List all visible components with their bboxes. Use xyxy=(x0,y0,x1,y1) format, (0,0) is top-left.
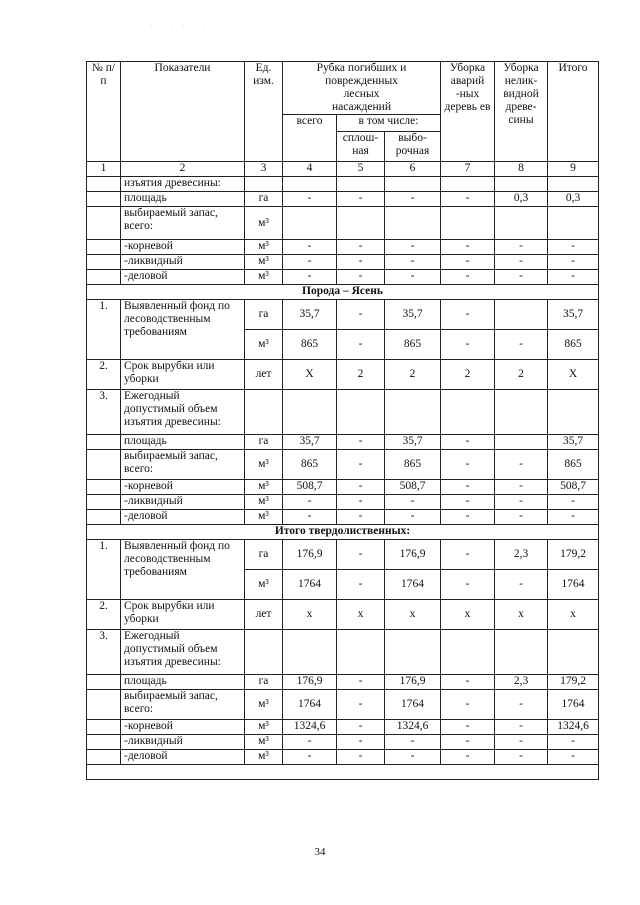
value-cell: - xyxy=(548,510,599,525)
value-cell: - xyxy=(283,192,337,207)
value-cell: - xyxy=(495,570,548,600)
value-cell: - xyxy=(495,270,548,285)
row-unit: м³ xyxy=(245,495,283,510)
empty-cell xyxy=(283,390,337,435)
value-cell: - xyxy=(441,540,495,570)
row-number xyxy=(87,207,121,240)
value-cell: х xyxy=(283,600,337,630)
value-cell xyxy=(337,177,385,192)
value-cell: - xyxy=(283,270,337,285)
value-cell: 35,7 xyxy=(283,435,337,450)
value-cell xyxy=(495,435,548,450)
value-cell: - xyxy=(441,300,495,330)
empty-cell xyxy=(441,390,495,435)
value-cell: 1764 xyxy=(385,690,441,720)
row-number xyxy=(87,255,121,270)
value-cell: - xyxy=(283,750,337,765)
value-cell: - xyxy=(495,480,548,495)
value-cell: - xyxy=(495,255,548,270)
value-cell: 508,7 xyxy=(283,480,337,495)
empty-cell xyxy=(87,765,599,780)
value-cell: - xyxy=(337,192,385,207)
row-unit: м³ xyxy=(245,735,283,750)
section-title-row xyxy=(87,525,599,540)
value-cell: - xyxy=(337,300,385,330)
row-label: -корневой xyxy=(121,720,245,735)
column-number: 6 xyxy=(385,162,441,177)
page-number: 34 xyxy=(314,846,326,858)
row-unit: м³ xyxy=(245,255,283,270)
row-unit: га xyxy=(245,300,283,330)
table-row xyxy=(87,192,599,207)
empty-cell xyxy=(245,390,283,435)
table-row xyxy=(87,675,599,690)
value-cell: - xyxy=(337,480,385,495)
row-number xyxy=(87,735,121,750)
value-cell: - xyxy=(337,570,385,600)
table-row xyxy=(87,690,599,720)
table-row xyxy=(87,177,599,192)
row-unit: м³ xyxy=(245,450,283,480)
empty-cell xyxy=(283,630,337,675)
value-cell xyxy=(441,177,495,192)
row-label: -корневой xyxy=(121,480,245,495)
value-cell: 2,3 xyxy=(495,540,548,570)
value-cell: - xyxy=(441,255,495,270)
value-cell: - xyxy=(441,495,495,510)
empty-cell xyxy=(385,390,441,435)
value-cell: 865 xyxy=(548,450,599,480)
column-number: 3 xyxy=(245,162,283,177)
value-cell: 35,7 xyxy=(548,435,599,450)
table-row xyxy=(87,510,599,525)
table-row xyxy=(87,255,599,270)
table-body xyxy=(87,62,599,780)
value-cell: 179,2 xyxy=(548,675,599,690)
value-cell: 2 xyxy=(337,360,385,390)
row-number xyxy=(87,240,121,255)
row-unit: м³ xyxy=(245,240,283,255)
value-cell: - xyxy=(441,330,495,360)
value-cell xyxy=(495,207,548,240)
table-row xyxy=(87,360,599,390)
empty-cell xyxy=(337,390,385,435)
value-cell: - xyxy=(385,192,441,207)
value-cell: - xyxy=(283,495,337,510)
column-number-row xyxy=(87,162,599,177)
value-cell: - xyxy=(441,750,495,765)
row-unit: га xyxy=(245,435,283,450)
value-cell: 176,9 xyxy=(385,540,441,570)
value-cell: - xyxy=(441,510,495,525)
table-row xyxy=(87,480,599,495)
value-cell: - xyxy=(495,240,548,255)
row-label: Срок вырубки или уборки xyxy=(121,600,245,630)
row-label: выбираемый запас, всего: xyxy=(121,207,245,240)
row-number xyxy=(87,750,121,765)
value-cell: 865 xyxy=(548,330,599,360)
row-number xyxy=(87,675,121,690)
value-cell: - xyxy=(441,570,495,600)
header-felling: Рубка погибших и поврежденных лесных насаждений xyxy=(283,62,441,115)
row-number: 3. xyxy=(87,630,121,675)
value-cell xyxy=(283,177,337,192)
header-num: № п/п xyxy=(87,62,121,162)
value-cell: - xyxy=(337,435,385,450)
value-cell: х xyxy=(548,600,599,630)
header-total-felling: всего xyxy=(283,115,337,162)
table-row xyxy=(87,600,599,630)
value-cell xyxy=(495,177,548,192)
value-cell: 2 xyxy=(441,360,495,390)
empty-cell xyxy=(495,630,548,675)
column-number: 4 xyxy=(283,162,337,177)
row-unit: лет xyxy=(245,600,283,630)
column-number: 9 xyxy=(548,162,599,177)
value-cell: - xyxy=(385,270,441,285)
value-cell: - xyxy=(283,240,337,255)
column-number: 1 xyxy=(87,162,121,177)
value-cell: - xyxy=(441,720,495,735)
value-cell xyxy=(283,207,337,240)
table-row xyxy=(87,630,599,675)
row-number xyxy=(87,177,121,192)
value-cell: 1764 xyxy=(548,690,599,720)
table-row xyxy=(87,435,599,450)
value-cell: - xyxy=(495,720,548,735)
value-cell: 1764 xyxy=(385,570,441,600)
row-number xyxy=(87,450,121,480)
row-number xyxy=(87,192,121,207)
value-cell: - xyxy=(337,540,385,570)
row-label: выбираемый запас, всего: xyxy=(121,690,245,720)
value-cell: х xyxy=(337,600,385,630)
value-cell: 176,9 xyxy=(385,675,441,690)
row-label: выбираемый запас, всего: xyxy=(121,450,245,480)
value-cell: 0,3 xyxy=(495,192,548,207)
value-cell: 179,2 xyxy=(548,540,599,570)
value-cell xyxy=(548,177,599,192)
value-cell xyxy=(441,207,495,240)
value-cell: 508,7 xyxy=(385,480,441,495)
value-cell: - xyxy=(548,495,599,510)
value-cell: - xyxy=(495,450,548,480)
table-row xyxy=(87,390,599,435)
empty-cell xyxy=(337,630,385,675)
value-cell: - xyxy=(337,510,385,525)
header-clear: сплош- ная xyxy=(337,132,385,162)
row-number xyxy=(87,270,121,285)
row-number: 2. xyxy=(87,600,121,630)
header-illiquid: Уборка нелик- видной древе- сины xyxy=(495,62,548,162)
row-unit: м³ xyxy=(245,330,283,360)
value-cell: 35,7 xyxy=(385,435,441,450)
value-cell: - xyxy=(337,330,385,360)
row-number xyxy=(87,495,121,510)
value-cell: х xyxy=(385,600,441,630)
row-label: -корневой xyxy=(121,240,245,255)
value-cell xyxy=(385,177,441,192)
table-row xyxy=(87,735,599,750)
column-number: 2 xyxy=(121,162,245,177)
value-cell: - xyxy=(441,435,495,450)
column-number: 5 xyxy=(337,162,385,177)
section-title: Итого твердолиственных: xyxy=(87,525,599,540)
value-cell: 1764 xyxy=(548,570,599,600)
value-cell: 176,9 xyxy=(283,675,337,690)
row-label: площадь xyxy=(121,435,245,450)
value-cell: - xyxy=(548,255,599,270)
row-unit: м³ xyxy=(245,207,283,240)
empty-cell xyxy=(245,630,283,675)
table-row xyxy=(87,300,599,330)
row-unit: м³ xyxy=(245,570,283,600)
value-cell: - xyxy=(495,735,548,750)
value-cell: - xyxy=(337,495,385,510)
value-cell: 1324,6 xyxy=(548,720,599,735)
value-cell: - xyxy=(441,480,495,495)
value-cell: 865 xyxy=(283,450,337,480)
value-cell: - xyxy=(337,270,385,285)
empty-cell xyxy=(548,630,599,675)
value-cell: - xyxy=(337,240,385,255)
value-cell: - xyxy=(495,495,548,510)
value-cell: - xyxy=(337,675,385,690)
value-cell: - xyxy=(441,735,495,750)
empty-cell xyxy=(385,630,441,675)
value-cell: 35,7 xyxy=(548,300,599,330)
row-label: -деловой xyxy=(121,270,245,285)
value-cell: - xyxy=(495,750,548,765)
value-cell: - xyxy=(548,750,599,765)
header-itogo: Итого xyxy=(548,62,599,162)
row-label: Ежегодный допустимый объем изъятия древесины: xyxy=(121,390,245,435)
value-cell: 35,7 xyxy=(385,300,441,330)
row-label: -ликвидный xyxy=(121,255,245,270)
value-cell: - xyxy=(283,255,337,270)
table-row xyxy=(87,240,599,255)
scan-specks: · · · · · · xyxy=(150,22,209,31)
row-label: Выявленный фонд по лесоводственным требованиям xyxy=(121,300,245,360)
value-cell: - xyxy=(337,735,385,750)
value-cell xyxy=(495,300,548,330)
empty-cell xyxy=(495,390,548,435)
value-cell: - xyxy=(337,690,385,720)
row-number: 3. xyxy=(87,390,121,435)
value-cell: - xyxy=(385,750,441,765)
row-unit: лет xyxy=(245,360,283,390)
value-cell: 508,7 xyxy=(548,480,599,495)
value-cell: - xyxy=(495,330,548,360)
value-cell: 2,3 xyxy=(495,675,548,690)
value-cell: - xyxy=(441,675,495,690)
value-cell: - xyxy=(385,735,441,750)
row-unit: м³ xyxy=(245,720,283,735)
row-label: -деловой xyxy=(121,750,245,765)
value-cell: 1764 xyxy=(283,570,337,600)
empty-cell xyxy=(441,630,495,675)
value-cell: - xyxy=(385,495,441,510)
header-selective: выбо- рочная xyxy=(385,132,441,162)
row-label: площадь xyxy=(121,192,245,207)
value-cell: - xyxy=(385,255,441,270)
value-cell: - xyxy=(283,510,337,525)
value-cell: 2 xyxy=(385,360,441,390)
table-row xyxy=(87,450,599,480)
row-number xyxy=(87,720,121,735)
row-unit: м³ xyxy=(245,510,283,525)
table-row xyxy=(87,495,599,510)
row-label: изъятия древесины: xyxy=(121,177,245,192)
row-unit: м³ xyxy=(245,750,283,765)
row-number xyxy=(87,690,121,720)
table-row xyxy=(87,207,599,240)
value-cell: - xyxy=(337,255,385,270)
value-cell: - xyxy=(385,510,441,525)
value-cell: - xyxy=(495,690,548,720)
value-cell: - xyxy=(495,510,548,525)
row-number xyxy=(87,480,121,495)
value-cell xyxy=(548,207,599,240)
value-cell: 1764 xyxy=(283,690,337,720)
header-incl: в том числе: xyxy=(337,115,441,132)
value-cell: - xyxy=(385,240,441,255)
row-label: Ежегодный допустимый объем изъятия древесины: xyxy=(121,630,245,675)
row-label: -ликвидный xyxy=(121,735,245,750)
row-label: -ликвидный xyxy=(121,495,245,510)
value-cell: х xyxy=(441,600,495,630)
row-number: 1. xyxy=(87,540,121,600)
value-cell: - xyxy=(283,735,337,750)
empty-cell xyxy=(548,390,599,435)
column-number: 7 xyxy=(441,162,495,177)
value-cell: 1324,6 xyxy=(283,720,337,735)
value-cell: 35,7 xyxy=(283,300,337,330)
value-cell: 0,3 xyxy=(548,192,599,207)
value-cell: - xyxy=(441,192,495,207)
header-unit: Ед. изм. xyxy=(245,62,283,162)
table-row xyxy=(87,720,599,735)
felling-table xyxy=(86,61,599,780)
row-number: 2. xyxy=(87,360,121,390)
table-row xyxy=(87,270,599,285)
value-cell: 865 xyxy=(385,330,441,360)
row-unit xyxy=(245,177,283,192)
table-row xyxy=(87,750,599,765)
row-unit: м³ xyxy=(245,690,283,720)
value-cell: 176,9 xyxy=(283,540,337,570)
value-cell: - xyxy=(337,450,385,480)
value-cell xyxy=(337,207,385,240)
value-cell: - xyxy=(548,270,599,285)
value-cell: - xyxy=(548,735,599,750)
table-row xyxy=(87,540,599,570)
row-label: площадь xyxy=(121,675,245,690)
row-label: Выявленный фонд по лесоводственным требованиям xyxy=(121,540,245,600)
row-unit: га xyxy=(245,675,283,690)
value-cell: 1324,6 xyxy=(385,720,441,735)
row-unit: га xyxy=(245,540,283,570)
row-number xyxy=(87,510,121,525)
value-cell: Х xyxy=(548,360,599,390)
value-cell: 865 xyxy=(283,330,337,360)
value-cell xyxy=(385,207,441,240)
value-cell: - xyxy=(441,450,495,480)
row-unit: м³ xyxy=(245,480,283,495)
header-indicator: Показатели xyxy=(121,62,245,162)
value-cell: х xyxy=(495,600,548,630)
row-number: 1. xyxy=(87,300,121,360)
value-cell: - xyxy=(441,240,495,255)
row-number xyxy=(87,435,121,450)
value-cell: - xyxy=(441,690,495,720)
value-cell: - xyxy=(337,720,385,735)
row-label: -деловой xyxy=(121,510,245,525)
section-title-row xyxy=(87,285,599,300)
value-cell: - xyxy=(548,240,599,255)
trailing-empty-row xyxy=(87,765,599,780)
value-cell: - xyxy=(441,270,495,285)
value-cell: Х xyxy=(283,360,337,390)
value-cell: 865 xyxy=(385,450,441,480)
row-unit: м³ xyxy=(245,270,283,285)
value-cell: - xyxy=(337,750,385,765)
row-unit: га xyxy=(245,192,283,207)
row-label: Срок вырубки или уборки xyxy=(121,360,245,390)
header-windfall: Уборка аварий -ных деревь ев xyxy=(441,62,495,162)
column-number: 8 xyxy=(495,162,548,177)
section-title: Порода – Ясень xyxy=(87,285,599,300)
value-cell: 2 xyxy=(495,360,548,390)
